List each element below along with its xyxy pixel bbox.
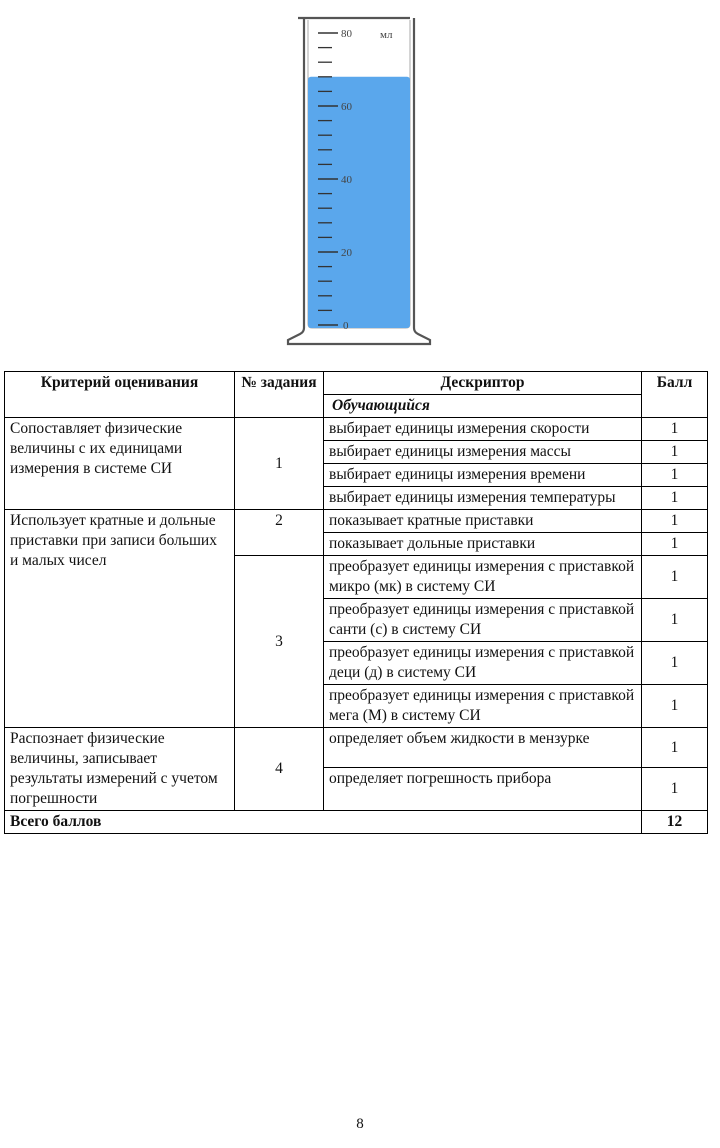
table-row (5, 728, 708, 768)
header-score: Балл (642, 372, 708, 418)
score-cell: 1 (642, 418, 708, 441)
header-descriptor: Дескриптор (324, 372, 642, 395)
graduated-cylinder-figure (280, 10, 440, 350)
assessment-rubric-table (4, 371, 708, 834)
task-number-cell: 4 (235, 728, 324, 811)
score-cell: 1 (642, 728, 708, 768)
score-cell: 1 (642, 510, 708, 533)
descriptor-cell: определяет погрешность прибора (324, 768, 642, 811)
descriptor-cell: показывает дольные приставки (324, 533, 642, 556)
page-number: 8 (356, 1116, 364, 1132)
header-task-no: № задания (235, 372, 324, 418)
descriptor-cell: преобразует единицы измерения с приставкой мега (М) в систему СИ (324, 685, 642, 728)
score-cell: 1 (642, 441, 708, 464)
descriptor-cell: преобразует единицы измерения с приставкой деци (д) в систему СИ (324, 642, 642, 685)
total-row (5, 811, 708, 834)
score-cell: 1 (642, 464, 708, 487)
score-cell: 1 (642, 685, 708, 728)
total-score: 12 (642, 811, 708, 834)
table-row (5, 418, 708, 441)
score-cell: 1 (642, 533, 708, 556)
score-cell: 1 (642, 599, 708, 642)
descriptor-cell: выбирает единицы измерения времени (324, 464, 642, 487)
task-number-cell: 1 (235, 418, 324, 510)
score-cell: 1 (642, 556, 708, 599)
descriptor-cell: преобразует единицы измерения с приставкой санти (с) в систему СИ (324, 599, 642, 642)
score-cell: 1 (642, 642, 708, 685)
total-label: Всего баллов (5, 811, 642, 834)
table-row (5, 510, 708, 533)
scale-label: 20 (341, 247, 352, 259)
scale-label: 60 (341, 101, 352, 113)
criterion-cell: Сопоставляет физические величины с их единицами измерения в системе СИ (5, 418, 235, 510)
scale-label: 0 (343, 320, 349, 332)
criterion-cell: Использует кратные и дольные приставки при записи больших и малых чисел (5, 510, 235, 728)
descriptor-cell: показывает кратные приставки (324, 510, 642, 533)
task-number-cell: 2 (235, 510, 324, 556)
scale-label: 40 (341, 174, 352, 186)
criterion-cell: Распознает физические величины, записывает результаты измерений с учетом погрешности (5, 728, 235, 811)
score-cell: 1 (642, 487, 708, 510)
task-number-cell: 3 (235, 556, 324, 728)
header-criterion: Критерий оценивания (5, 372, 235, 418)
descriptor-cell: выбирает единицы измерения скорости (324, 418, 642, 441)
descriptor-cell: преобразует единицы измерения с приставкой микро (мк) в систему СИ (324, 556, 642, 599)
liquid (308, 77, 410, 328)
header-descriptor-subtitle: Обучающийся (324, 395, 642, 418)
descriptor-cell: определяет объем жидкости в мензурке (324, 728, 642, 768)
descriptor-cell: выбирает единицы измерения массы (324, 441, 642, 464)
descriptor-cell: выбирает единицы измерения температуры (324, 487, 642, 510)
scale-label: 80 (341, 28, 352, 40)
score-cell: 1 (642, 768, 708, 811)
unit-label: мл (380, 29, 393, 41)
